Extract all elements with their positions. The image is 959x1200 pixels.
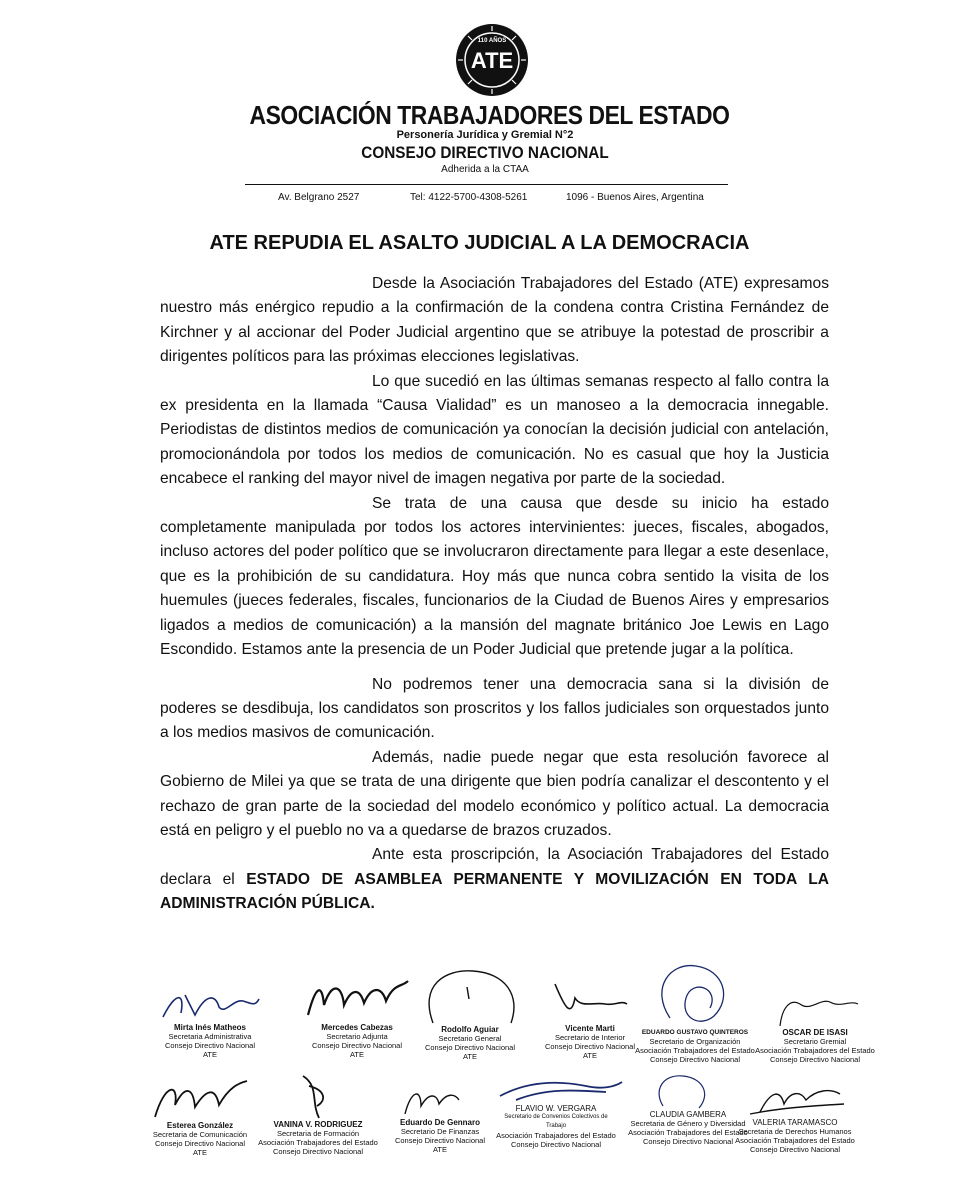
signer-org2: Consejo Directivo Nacional [649,1055,741,1064]
signer-role: Secretario de Interior [554,1033,626,1042]
paragraph-6 [160,843,829,916]
signer-role: Secretario Adjunta [326,1032,388,1041]
signer-role: Secretaria de Formación [276,1129,360,1138]
signer-name: VALERIA TARAMASCO [752,1118,838,1127]
signature-block-12 [735,1082,855,1154]
signature-scribble-9 [385,1080,495,1118]
legal-status: Personería Jurídica y Gremial N°2 [396,129,574,141]
paragraph-4: No podremos tener una democracia sana si la división de poderes se desdibuja, los candidatos son proscritos y los fallos judiciales son orquestados junto a los medios masivos de comunicación. [160,675,829,742]
declaration-bold: ESTADO DE ASAMBLEA PERMANENTE Y MOVILIZACIÓN EN TODA LA ADMINISTRACIÓN PÚBLICA. [160,870,829,913]
signer-org2: ATE [462,1052,478,1061]
signature-scribble-7 [145,1077,255,1121]
signature-scribble-11 [633,1070,743,1110]
signer-org: Asociación Trabajadores del Estado [628,1128,748,1137]
org-name: ASOCIACIÓN TRABAJADORES DEL ESTADO [249,100,730,130]
signer-role: Secretaria de Derechos Humanos [738,1127,852,1136]
signer-role: Secretaria Administrativa [168,1032,252,1041]
signer-role: Secretario Gremial [783,1037,847,1046]
signer-role: Secretario De Finanzas [400,1127,480,1136]
signature-block-8 [258,1072,378,1156]
paragraph-3: Se trata de una causa que desde su inicio ha estado completamente manipulada por todos los actores intervinientes: jueces, fiscales, abogados, incluso actores del poder político que se involucraron directamente para llegar a este desenlace, que es la prohibición de su candidatura. Hoy más que nunca cobra sentido la visita de los huemules (jueces federales, fiscales, funcionarios de la Ciudad de Buenos Aires y empresarios ligados a medios de comunicación) a la mansión del magnate británico Joe Lewis en Lago Escondido. Estamos ante la presencia de un Poder Judicial que pretende jugar a la política. [160,494,829,659]
signer-role: Secretaria de Género y Diversidad [630,1119,746,1128]
address: Av. Belgrano 2527 [278,192,360,203]
paragraph-5: Además, nadie puede negar que esta resolución favorece al Gobierno de Milei ya que se trata de una dirigente que bien podría canalizar el descontento y el rechazo de gran parte de la sociedad del modelo económico y político actual. La democracia está en peligro y el pueblo no va a quedarse de brazos cruzados. [160,748,829,839]
ate-logo [454,22,530,98]
city: 1096 - Buenos Aires, Argentina [566,192,704,203]
signer-org: Asociación Trabajadores del Estado [635,1046,755,1055]
signature-scribble-6 [760,990,870,1028]
signer-org: Asociación Trabajadores del Estado [755,1046,875,1055]
header-divider [245,184,728,185]
signature-block-3 [410,965,530,1061]
signature-block-9 [380,1080,500,1154]
signature-scribble-5 [640,958,750,1028]
signer-org: Consejo Directivo Nacional [154,1139,246,1148]
signature-block-2 [297,975,417,1059]
signer-role: Secretaria de Comunicación [152,1130,248,1139]
paragraph-1: Desde la Asociación Trabajadores del Estado (ATE) expresamos nuestro más enérgico repudio a la confirmación de la condena contra Cristina Fernández de Kirchner y al accionar del Poder Judicial argentino que se atribuye la potestad de proscribir a dirigentes políticos para las próximas elecciones legislativas. [160,275,829,366]
signer-org2: Consejo Directivo Nacional [642,1137,734,1146]
signer-name: Vicente Marti [565,1024,615,1033]
signature-scribble-2 [302,975,412,1023]
signer-org2: Consejo Directivo Nacional [769,1055,861,1064]
signature-block-7 [140,1077,260,1157]
logo-text: ATE [470,48,514,73]
signer-org: Asociación Trabajadores del Estado [258,1138,378,1147]
signature-scribble-8 [263,1072,373,1120]
signer-name: VANINA V. RODRIGUEZ [273,1120,363,1129]
signer-org2: ATE [349,1050,365,1059]
signer-org: Asociación Trabajadores del Estado [496,1131,616,1140]
signer-name: Mirta Inés Matheos [173,1023,246,1032]
signature-scribble-4 [535,978,645,1024]
signer-org2: Consejo Directivo Nacional [749,1145,841,1154]
signer-org: Consejo Directivo Nacional [424,1043,516,1052]
signer-name: FLAVIO W. VERGARA [515,1104,597,1113]
signer-org: Consejo Directivo Nacional [164,1041,256,1050]
paragraph-6-text: Ante esta proscripción, la Asociación Trabajadores del Estado declara el [160,846,829,888]
phone: Tel: 4122-5700-4308-5261 [410,192,528,203]
signature-block-4 [530,978,650,1060]
document-title: ATE REPUDIA EL ASALTO JUDICIAL A LA DEMOCRACIA [209,232,750,254]
signer-name: EDUARDO GUSTAVO QUINTEROS [641,1029,749,1036]
document-body [160,272,829,917]
signer-name: Eduardo De Gennaro [399,1118,480,1127]
paragraph-2: Lo que sucedió en las últimas semanas respecto al fallo contra la ex presidenta en la llamada “Causa Vialidad” es un manoseo a la democracia innegable. Periodistas de distintos medios de comunicación ya conocían la decisión judicial con antelación, promocionándola por todos los medios de comunicación. No es casual que hoy la Justicia encabece el ranking del mayor nivel de imagen negativa por parte de la sociedad. [160,372,829,488]
signature-scribble-1 [155,985,265,1023]
signature-block-6 [755,990,875,1064]
signer-org2: ATE [202,1050,218,1059]
signer-role: Secretario de Convenios Colectivos de Trabajo [504,1114,608,1129]
adhered-text: Adherida a la CTAA [441,164,529,175]
signer-role: Secretario de Organización [649,1037,741,1046]
signer-role: Secretario General [438,1034,502,1043]
signature-block-10 [496,1078,616,1149]
signer-name: Mercedes Cabezas [321,1023,393,1032]
council-name: CONSEJO DIRECTIVO NACIONAL [361,143,609,162]
signature-block-11 [628,1070,748,1146]
signer-name: Esterea González [166,1121,234,1130]
signer-name: Rodolfo Aguiar [441,1025,499,1034]
signer-name: CLAUDIA GAMBERA [649,1110,727,1119]
signer-org: Asociación Trabajadores del Estado [735,1136,855,1145]
signer-org2: Consejo Directivo Nacional [272,1147,364,1156]
signature-block-5 [635,958,755,1064]
signer-name: OSCAR DE ISASI [782,1028,848,1037]
signature-scribble-12 [740,1082,850,1118]
signer-org: Consejo Directivo Nacional [394,1136,486,1145]
signer-org2: ATE [432,1145,448,1154]
signer-org: Consejo Directivo Nacional [311,1041,403,1050]
signer-org2: Consejo Directivo Nacional [510,1140,602,1149]
signature-scribble-3 [415,965,525,1025]
signer-org2: ATE [582,1051,598,1060]
signer-org: Consejo Directivo Nacional [544,1042,636,1051]
logo-top-text: 110 AÑOS [477,38,507,44]
signature-scribble-10 [496,1078,626,1104]
signer-org2: ATE [192,1148,208,1157]
signature-block-1 [150,985,270,1059]
